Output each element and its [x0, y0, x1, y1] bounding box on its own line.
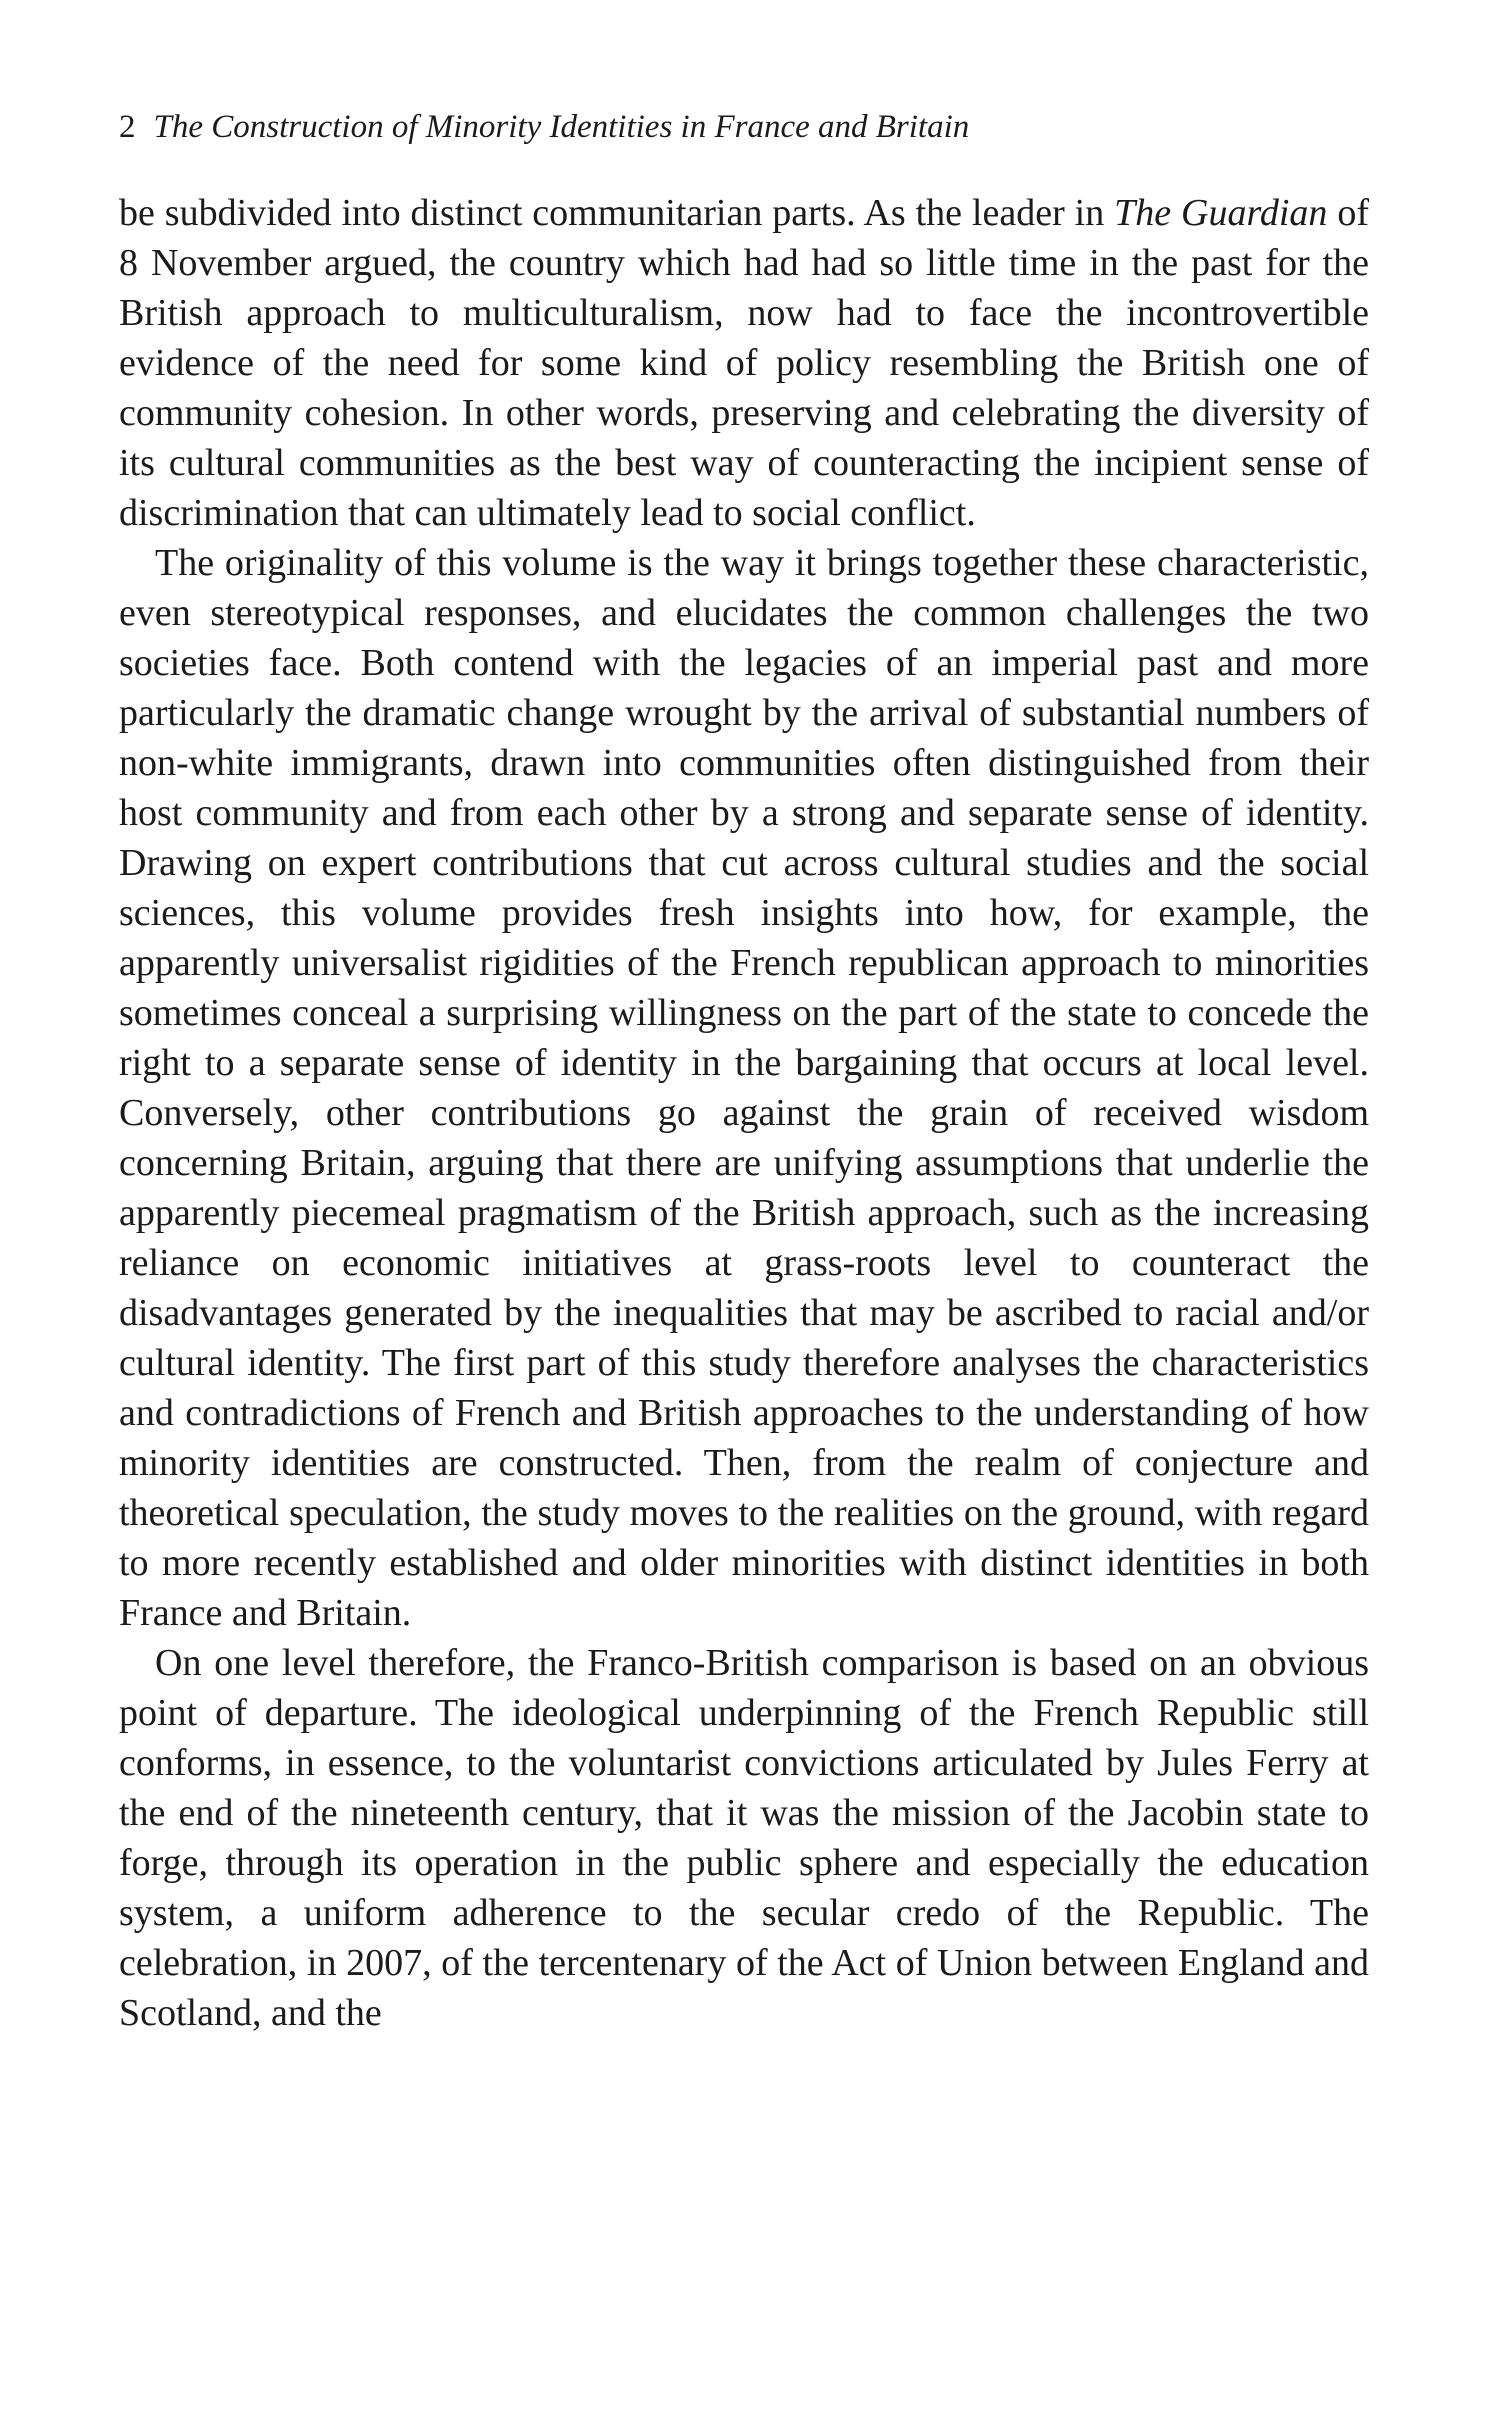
- paragraph-text: On one level therefore, the Franco-British comparison is based on an obvious point of departure. The ideological underpinning of the French Republic still conforms, in essence, to the voluntarist convictions articulated by Jules Ferry at the end of the nineteenth century, that it was the mission of the Jacobin state to forge, through its operation in the public sphere and especially the education system, a uniform adherence to the secular credo of the Republic. The celebration, in 2007, of the tercentenary of the Act of Union between England and Scotland, and the: [119, 1641, 1369, 2034]
- newspaper-title: The Guardian: [1114, 191, 1328, 234]
- paragraph-text: The originality of this volume is the way it brings together these characteristic, even stereotypical responses, and elucidates the common challenges the two societies face. Both contend with the legacies of an imperial past and more particularly the dramatic change wrought by the arrival of substantial numbers of non-white immigrants, drawn into communities often distinguished from their host community and from each other by a strong and separate sense of identity. Drawing on expert contributions that cut across cultural studies and the social sciences, this volume provides fresh insights into how, for example, the apparently universalist rigidities of the French republican approach to minorities sometimes conceal a surprising willingness on the part of the state to concede the right to a separate sense of identity in the bargaining that occurs at local level. Conversely, other contributions go against the grain of received wisdom concerning Britain, arguing that there are unifying assumptions that underlie the apparently piecemeal pragmatism of the British approach, such as the increasing reliance on economic initiatives at grass-roots level to counteract the disadvantages generated by the inequalities that may be ascribed to racial and/or cultural identity. The first part of this study therefore analyses the characteristics and contradictions of French and British approaches to the understanding of how minority identities are constructed. Then, from the realm of conjecture and theoretical speculation, the study moves to the realities on the ground, with regard to more recently established and older minorities with distinct identities in both France and Britain.: [119, 541, 1369, 1634]
- paragraph-text: of 8 November argued, the country which had had so little time in the past for the British approach to multiculturalism, now had to face the incontrovertible evidence of the need for some kind of policy resembling the British one of community cohesion. In other words, preserving and celebrating the diversity of its cultural communities as the best way of counteracting the incipient sense of discrimination that can ultimately lead to social conflict.: [119, 191, 1369, 534]
- paragraph: [119, 1638, 1369, 2038]
- body-text: [119, 188, 1369, 2038]
- paragraph: [119, 538, 1369, 1638]
- page-number: 2: [119, 109, 136, 145]
- paragraph: [119, 188, 1369, 538]
- running-title: The Construction of Minority Identities in France and Britain: [153, 109, 970, 145]
- paragraph-text: be subdivided into distinct communitarian parts. As the leader in: [119, 191, 1115, 234]
- running-header: [119, 108, 1369, 148]
- book-page: [119, 108, 1369, 2038]
